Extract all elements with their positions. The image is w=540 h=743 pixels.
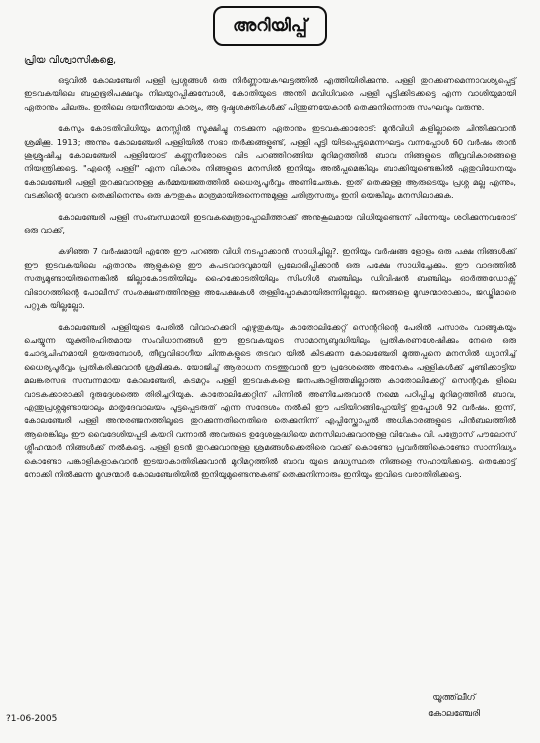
signature-place: കോലഞ്ചേരി [427, 709, 480, 719]
signature-org: യൂത്ത്‌ലീഗ് [432, 693, 476, 703]
salutation: പ്രിയ വിശ്വാസികളെ, [24, 55, 117, 66]
paragraph-1: ഒടുവിൽ കോലഞ്ചേരി പള്ളി പ്രശ്നങ്ങൾ ഒരു നിർണ്ണായകഘട്ടത്തിൽ എത്തിയിരിക്കുന്നു. പള്ളി തുറക്കണമെന്നാവശ്യപ്പെട്ട് ഇടവകയിലെ ബഹുഭൂരിപക്ഷവും നിലയുറപ്പിക്കുമ്പോൾ, കോതിയുടെ അന്തി മവിധിവരെ പള്ളി പൂട്ടിക്കിടക്കട്ടെ എന്ന വാശിയുമായി ഏതാനും ചിലരും. ഇതിലെ ദയനീയമായ കാര്യം, ആ ദുഷ്ടശക്തികൾക്ക് പിന്തുണയേകാൻ തെക്കുനിന്നൊരു സംഘവും വരുന്നു. [24, 75, 516, 112]
spacer [24, 114, 516, 122]
paragraph-5: കോലഞ്ചേരി പള്ളിയുടെ പേരിൽ വിവാഹക്കുറി എഴുതുകയും കാതോലിക്കേറ്റ് സെന്ററിന്റെ പേരിൽ പസാരം വാങ്ങുകയും ചെയ്യുന്ന യുക്തിരഹിതമായ സംവിധാനങ്ങൾ ഈ ഇടവകയുടെ സാമാന്യബുദ്ധിയിലും പ്രതികരണശേഷിക്കും നേരെ ഒരു ചോദ്യചിഹ്നമായി ഉയരുമ്പോൾ, തീവ്രവിഭാഗീയ ചിന്തകളുടെ തടവറ യിൽ കിടക്കുന്ന കോലഞ്ചേരി മുത്തപ്പനെ മനസിൽ ധ്യാനിച്ച് ധൈര്യപൂർവ്വം പ്രതികരിക്കുവാൻ ശ്രമിക്കുക. യോജിച്ച് ആരാധന നടത്തുവാൻ ഈ പ്രദേശത്തെ അനേകം പള്ളികൾക്ക് ചൂണ്ടിക്കാട്ടിയ മലങ്കരസഭ സമ്പന്നമായ കോലഞ്ചേരി, കടമറ്റം പള്ളി ഇടവകകളെ ജനപങ്കാളിത്തമില്ലാത്ത കാതോലിക്കേറ്റ് സെന്ററുക ളിലെ വാടകക്കാരാക്കി ദുരുദ്ദേശത്തെ തിരിച്ചറിയുക. കാതോലിക്കേറ്റിന് പിന്നിൽ അണിചേരുവാൻ നമ്മെ പഠിപ്പിച്ച മുറിമറ്റത്തിൽ ബാവ, എന്തുപ്രശ്നമുണ്ടായാലും മാതൃദേവാലയം പൂട്ടപ്പെടരുത് എന്ന സന്ദേശം നൽകി ഈ പടിയിറങ്ങിപ്പോയിട്ട് ഇപ്പോൾ 92 വർഷം. ഇന്ന്, കോലഞ്ചേരി പള്ളി അനുരഞ്ജനത്തിലൂടെ തുറക്കുന്നതിനെതിരെ തെക്കുനിന്ന് എപ്പിസ്ക്കോപ്പൽ അധികാരങ്ങളുടെ പിൻബലത്തിൽ ആരെങ്കിലും ഈ വൈദേശിയപ്പടി കയറി വന്നാൽ അവരുടെ ഉദ്ദേശശുദ്ധിയെ മനസിലാക്കുവാനുള്ള വിവേകം വി. പത്രോസ് പൗലോസ് ശ്ലീഹന്മാർ നിങ്ങൾക്ക് നൽകട്ടെ. പള്ളി ഉടൻ തുറക്കുവാനുള്ള ശ്രമങ്ങൾക്കെതിരെ വാക്ക് കൊണ്ടോ പ്രവർത്തികൊണ്ടോ സാന്നിദ്ധ്യം കൊണ്ടോ പങ്കാളികളാകുവാൻ ഇടയാകാതിരിക്കുവാൻ മുറിമറ്റത്തിൽ ബാവ യുടെ മദ്ധ്യസ്ഥത നിങ്ങളെ സഹായിക്കട്ടെ. തെക്കോട്ട് നോക്കി നിൽക്കുന്ന മൂഢന്മാർ കോലഞ്ചേരിയിൽ ഇനിയുമുണ്ടെന്നുകണ്ട് തെക്കുനിന്നാരും ഇനിയും ഇവിടെ വരാതിരിക്കട്ടെ. [24, 321, 516, 479]
signature-block [428, 690, 480, 722]
spacer [24, 313, 516, 321]
paragraph-3: കോലഞ്ചേരി പള്ളി സംബന്ധമായി ഇടവകമെത്രാപ്പോലീത്താക്ക് അനുകൂലമായ വിധിയുണ്ടെന്ന് പിന്നേയും ശഠിക്കുന്നവരോട് ഒരു വാക്ക്, [24, 211, 516, 236]
notice-title: അറിയിപ്പ് [213, 6, 327, 46]
spacer [24, 203, 516, 211]
paragraph-4: കഴിഞ്ഞ 7 വർഷമായി എന്തേ ഈ പറഞ്ഞ വിധി നടപ്പാക്കാൻ സാധിച്ചില്ല?. ഇനിയും വർഷങ്ങ ളോളം ഒരു പക്ഷ നിങ്ങൾക്ക് ഈ ഇടവകയിലെ ഏതാനും ആളുകളെ ഈ കപടവാദവുമായി പ്രലോഭിപ്പിക്കാൻ ഒരു പക്ഷേ സാധിച്ചേക്കും. ഈ വാദത്തിൽ സത്യമുണ്ടായിരുന്നെങ്കിൽ ജില്ലാകോടതിയിലും ഹൈക്കോടതിയിലും സിംഗിൾ ബഞ്ചിലും ഡിവിഷൻ ബഞ്ചിലും ഓർത്തഡോക്സ് വിഭാഗത്തിന്റെ പോലീസ് സംരക്ഷണത്തിനുള്ള അപേക്ഷകൾ തള്ളിപ്പോകുമായിരുന്നില്ലല്ലോ. ജനങ്ങളെ മൂഢന്മാരാക്കാം, ജഡ്ജിമാരെ പറ്റുക യില്ലല്ലോ. [24, 246, 516, 311]
date-text: ?1-06-2005 [6, 714, 58, 724]
spacer [24, 66, 516, 74]
spacer [24, 237, 516, 245]
paragraph-2: കേസും കോടതിവിധിയും മനസ്സിൽ സൂക്ഷിച്ചു നടക്കുന്ന ഏതാനും ഇടവകക്കാരോട്: മുൻവിധി കളില്ലാതെ ചിന്തിക്കുവാൻ ശ്രമിക്കൂ. 1913; അന്നും കോലഞ്ചേരി പള്ളിയിൽ സഭാ തർക്കങ്ങളുണ്ട്, പള്ളി പൂട്ടി യിടപ്പെടുമെന്നഘട്ടം വന്നപ്പോൾ 60 വർഷം താൻ ശുശ്രൂഷിച്ച കോലഞ്ചേരി പള്ളിയോട് കണ്ണുനീരോടെ വിട പറഞ്ഞിറങ്ങിയ മുറിമറ്റത്തിൽ ബാവ നിങ്ങളുടെ തീവ്രവികാരങ്ങളെ നിയന്ത്രിക്കട്ടെ. "എന്റെ പള്ളി" എന്ന വികാരം നിങ്ങളുടെ മനസിൽ ഇനിയും അൽപ്പമെങ്കിലും ബാക്കിയുണ്ടെങ്കിൽ ഏതുവിധേനയും കോലഞ്ചേരി പള്ളി തുറക്കുവാനുള്ള കർമ്മയജ്ഞത്തിൽ ധൈര്യപൂർവ്വം അണിചേരുക. ഇത് തെക്കുള്ള ആരുടെയും പ്രശ്ന മല്ല എന്നും, വടക്കിന്റെ വേദന തെക്കിനെന്നും ഒരു കൗതുകം മാത്രമായിരുന്നെന്നുമുള്ള ചരിത്രസത്യം ഇനി യെങ്കിലും മനസിലാക്കുക. [24, 123, 516, 201]
